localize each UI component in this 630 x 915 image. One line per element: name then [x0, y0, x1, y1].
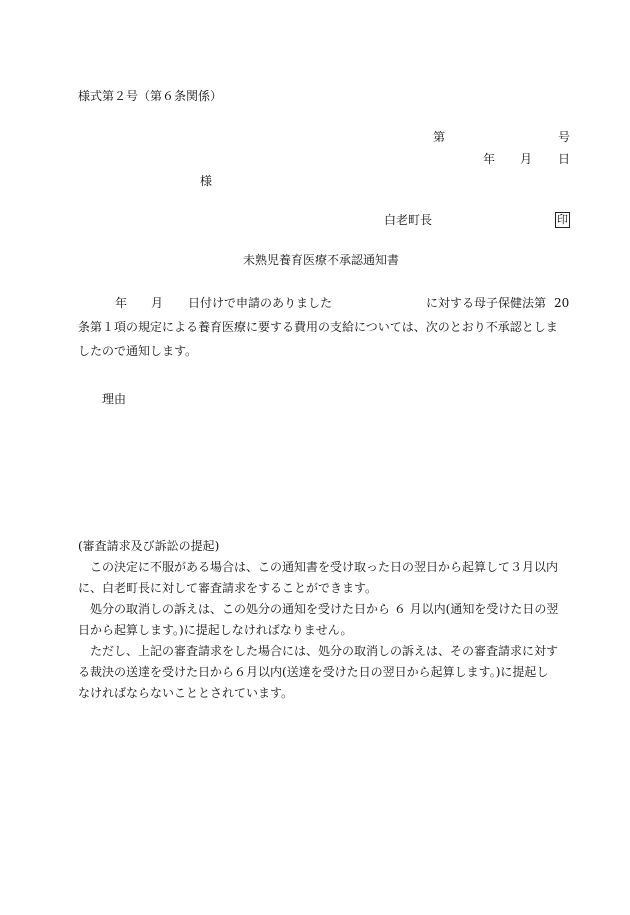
body-month: 月	[151, 296, 164, 310]
seal-box: 印	[557, 213, 568, 226]
notice-line: ただし、上記の審査請求をした場合には、処分の取消しの訴えは、その審査請求に対す	[90, 644, 559, 658]
notice-heading: (審査請求及び訴訟の提起)	[78, 539, 220, 553]
notice-line: 処分の取消しの訴えは、この処分の通知を受けた日から ６ 月以内(通知を受けた日の翌	[90, 602, 559, 616]
body-line1-a: 日付けで申請のありました	[188, 296, 333, 310]
reason-label: 理由	[102, 392, 127, 406]
notice-line: なければならないこととされています。	[78, 686, 294, 700]
notice-line: この決定に不服がある場合は、この通知書を受け取った日の翌日から起算して３月以内	[90, 560, 559, 574]
body-line3: したので通知します。	[78, 344, 198, 358]
form-label: 様式第２号（第６条関係）	[78, 89, 223, 103]
number-suffix: 号	[558, 130, 571, 144]
seal-mark	[555, 212, 570, 228]
notice-line: る裁決の送達を受けた日から６月以内(送達を受けた日の翌日から起算します。)に提起し	[78, 665, 549, 679]
body-line1-num: 20	[554, 296, 570, 310]
number-prefix: 第	[433, 130, 446, 144]
notice-line: に、白老町長に対して審査請求をすることができます。	[78, 581, 378, 595]
notice-line: 日から起算します。)に提起しなければなりません。	[78, 623, 353, 637]
body-line2: 条第１項の規定による養育医療に要する費用の支給については、次のとおり不承認としま	[78, 320, 558, 334]
appeal-notice	[78, 536, 572, 704]
issuer-name: 白老町長	[384, 213, 433, 227]
body-line1-b: に対する母子保健法第	[426, 296, 547, 310]
date-month: 月	[520, 152, 533, 166]
body-year: 年	[115, 296, 128, 310]
body-paragraph	[78, 291, 572, 363]
addressee-suffix: 様	[200, 174, 213, 188]
document-title: 未熟児養育医療不承認通知書	[243, 253, 400, 267]
date-year: 年	[483, 152, 496, 166]
date-day: 日	[558, 152, 571, 166]
